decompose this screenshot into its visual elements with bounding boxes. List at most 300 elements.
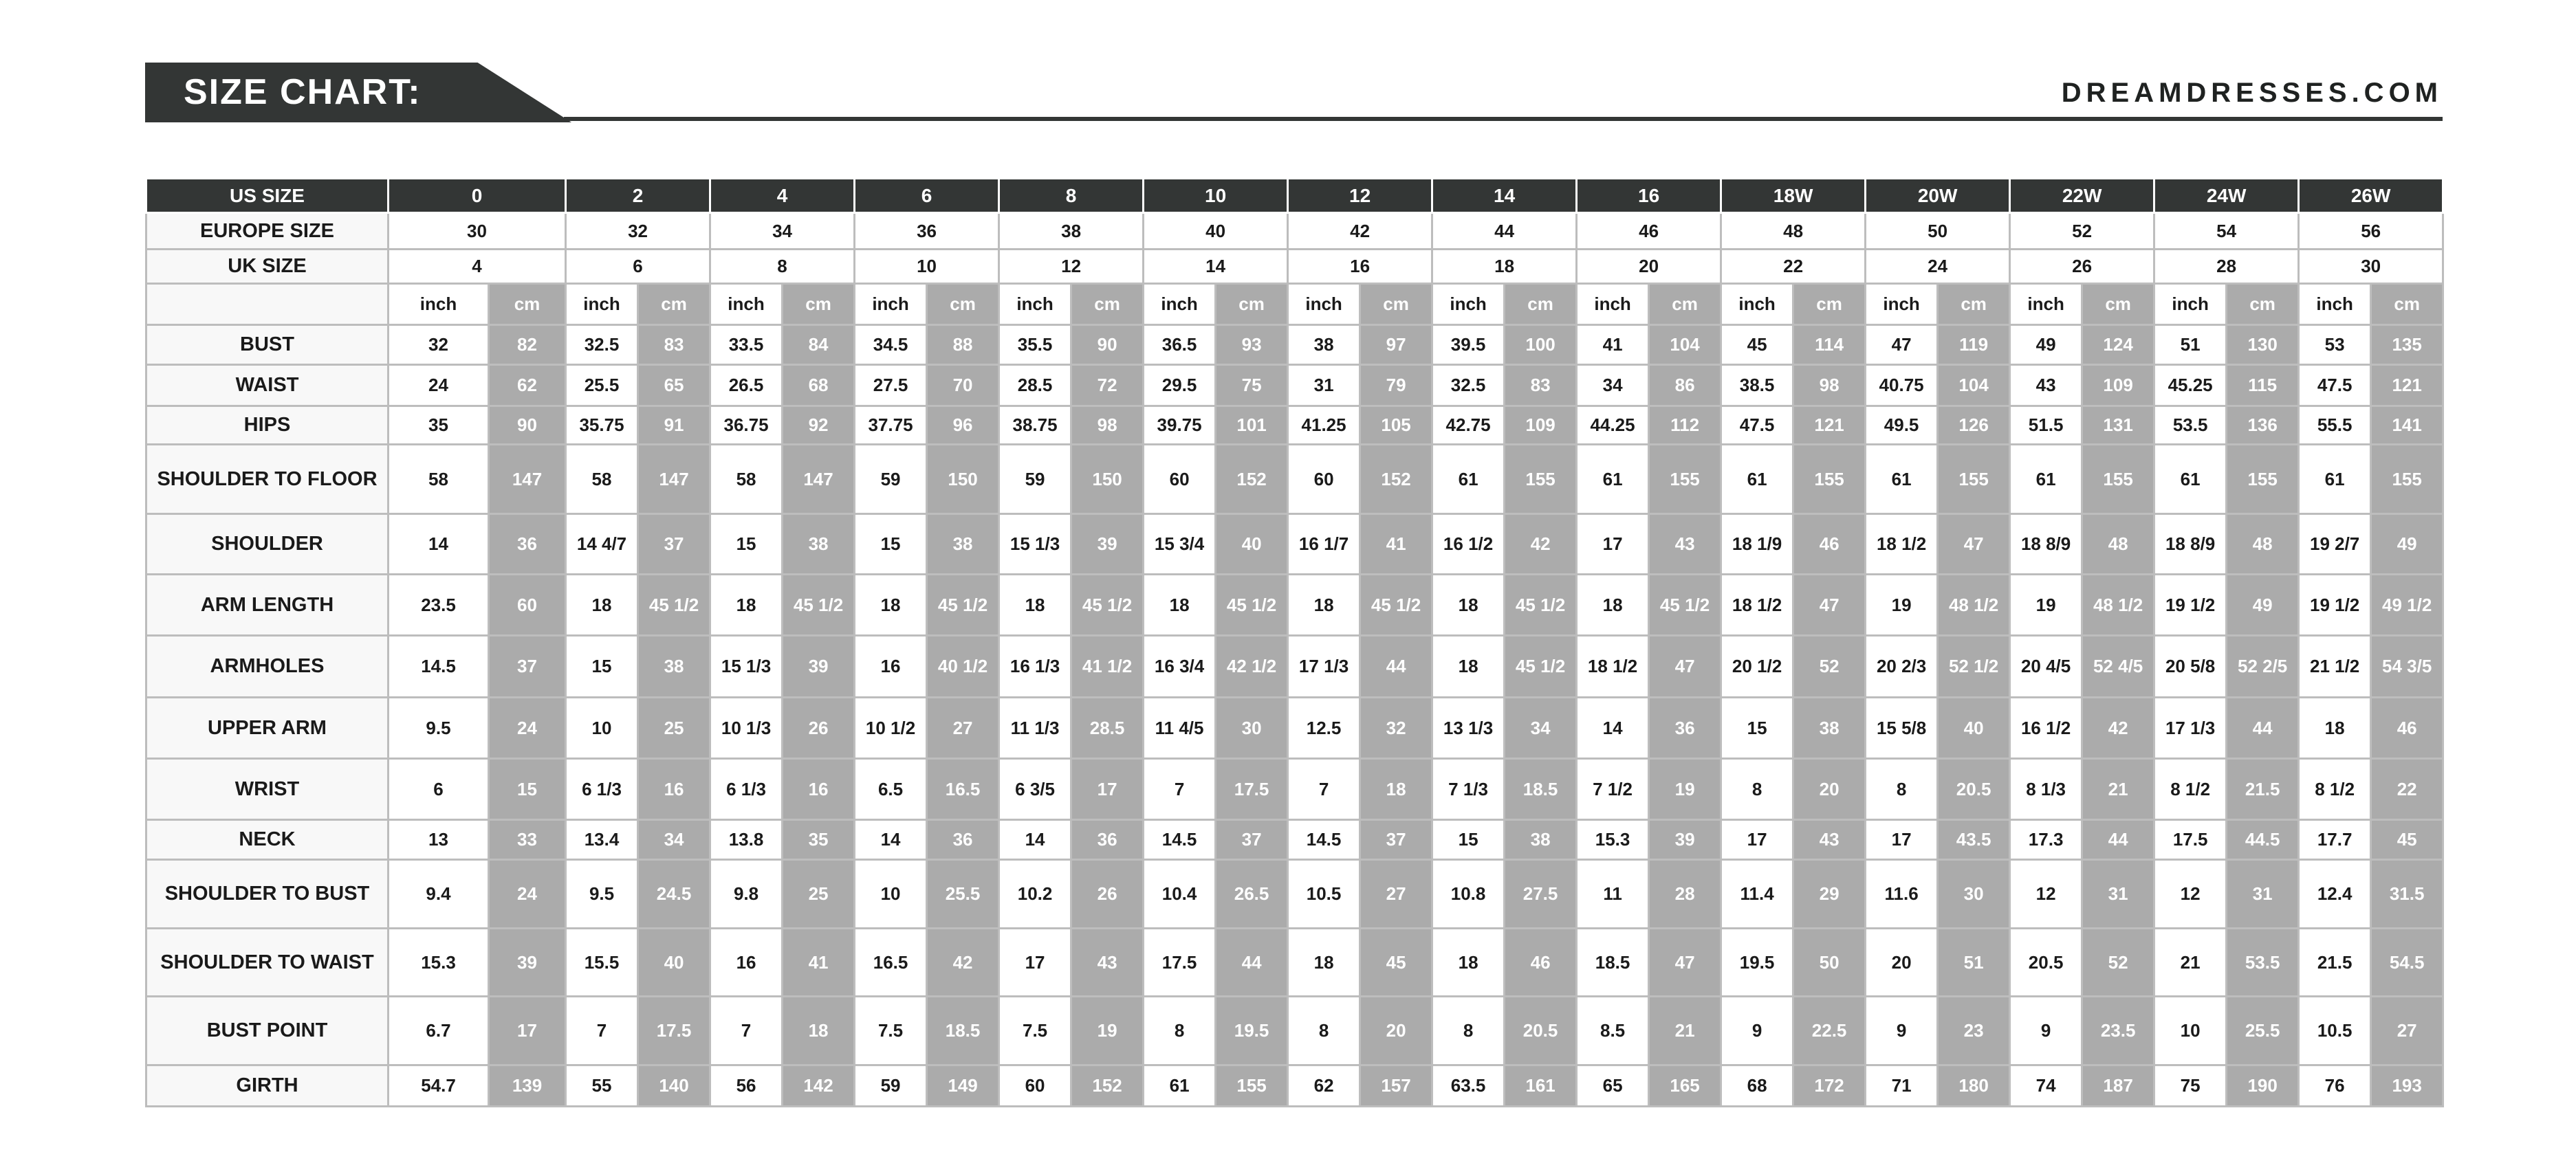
cm-value-cell: 44 (1216, 929, 1288, 997)
inch-value-cell: 27.5 (855, 365, 927, 406)
inch-value-cell: 16 (710, 929, 783, 997)
inch-value-cell: 10.5 (2299, 997, 2371, 1065)
inch-value-cell: 7.5 (855, 997, 927, 1065)
inch-value-cell: 15 (566, 636, 638, 698)
europe-size-cell: 48 (1721, 213, 1866, 250)
inch-value-cell: 61 (1866, 445, 1938, 514)
inch-value-cell: 15 1/3 (999, 514, 1071, 575)
europe-size-cell: 32 (566, 213, 710, 250)
unit-inch-cell: inch (389, 284, 489, 325)
inch-value-cell: 63.5 (1432, 1065, 1505, 1107)
inch-value-cell: 9 (1721, 997, 1793, 1065)
uk-size-cell: 20 (1577, 250, 1721, 284)
cm-value-cell: 36 (1071, 820, 1144, 860)
cm-value-cell: 126 (1938, 406, 2010, 445)
cm-value-cell: 22 (2371, 759, 2443, 820)
inch-value-cell: 20 5/8 (2154, 636, 2227, 698)
inch-value-cell: 6 1/3 (566, 759, 638, 820)
cm-value-cell: 45 1/2 (1071, 575, 1144, 636)
us-size-cell: 20W (1866, 179, 2010, 213)
cm-value-cell: 104 (1938, 365, 2010, 406)
cm-value-cell: 27 (927, 698, 999, 759)
cm-value-cell: 21 (1649, 997, 1721, 1065)
inch-value-cell: 41 (1577, 325, 1649, 365)
measurement-label: ARMHOLES (146, 636, 389, 698)
inch-value-cell: 61 (2154, 445, 2227, 514)
cm-value-cell: 45 1/2 (1505, 575, 1577, 636)
inch-value-cell: 11 (1577, 860, 1649, 929)
inch-value-cell: 11.6 (1866, 860, 1938, 929)
unit-cm-cell: cm (489, 284, 566, 325)
inch-value-cell: 47 (1866, 325, 1938, 365)
cm-value-cell: 152 (1360, 445, 1432, 514)
cm-value-cell: 140 (638, 1065, 710, 1107)
cm-value-cell: 139 (489, 1065, 566, 1107)
inch-value-cell: 44.25 (1577, 406, 1649, 445)
cm-value-cell: 19 (1649, 759, 1721, 820)
cm-value-cell: 42 (1505, 514, 1577, 575)
inch-value-cell: 9.5 (389, 698, 489, 759)
cm-value-cell: 32 (1360, 698, 1432, 759)
inch-value-cell: 38 (1288, 325, 1360, 365)
inch-value-cell: 13 1/3 (1432, 698, 1505, 759)
inch-value-cell: 18 (710, 575, 783, 636)
cm-value-cell: 27.5 (1505, 860, 1577, 929)
cm-value-cell: 40 1/2 (927, 636, 999, 698)
inch-value-cell: 10.2 (999, 860, 1071, 929)
inch-value-cell: 15 (1432, 820, 1505, 860)
cm-value-cell: 33 (489, 820, 566, 860)
unit-inch-cell: inch (2299, 284, 2371, 325)
size-chart-table (145, 177, 2444, 1107)
inch-value-cell: 10.5 (1288, 860, 1360, 929)
uk-size-cell: 10 (855, 250, 999, 284)
inch-value-cell: 68 (1721, 1065, 1793, 1107)
cm-value-cell: 44 (2227, 698, 2299, 759)
europe-size-cell: 52 (2010, 213, 2154, 250)
inch-value-cell: 62 (1288, 1065, 1360, 1107)
cm-value-cell: 46 (1505, 929, 1577, 997)
uk-size-cell: 14 (1144, 250, 1288, 284)
inch-value-cell: 9.8 (710, 860, 783, 929)
cm-value-cell: 44.5 (2227, 820, 2299, 860)
inch-value-cell: 7 (1288, 759, 1360, 820)
cm-value-cell: 46 (1793, 514, 1866, 575)
cm-value-cell: 45 1/2 (1216, 575, 1288, 636)
measurement-row-wrist (146, 759, 2443, 820)
inch-value-cell: 18 8/9 (2010, 514, 2082, 575)
measurement-label: GIRTH (146, 1065, 389, 1107)
cm-value-cell: 26 (1071, 860, 1144, 929)
inch-value-cell: 14 (1577, 698, 1649, 759)
uk-size-cell: 26 (2010, 250, 2154, 284)
cm-value-cell: 44 (2082, 820, 2154, 860)
cm-value-cell: 68 (783, 365, 855, 406)
inch-value-cell: 18 (1432, 636, 1505, 698)
cm-value-cell: 17 (489, 997, 566, 1065)
inch-value-cell: 10 (855, 860, 927, 929)
inch-value-cell: 9.4 (389, 860, 489, 929)
measurement-row-bust (146, 325, 2443, 365)
cm-value-cell: 40 (638, 929, 710, 997)
measurement-label: ARM LENGTH (146, 575, 389, 636)
cm-value-cell: 37 (638, 514, 710, 575)
uk-size-cell: 18 (1432, 250, 1577, 284)
uk-size-cell: 16 (1288, 250, 1432, 284)
unit-inch-cell: inch (1721, 284, 1793, 325)
inch-value-cell: 17 (999, 929, 1071, 997)
inch-value-cell: 18 (2299, 698, 2371, 759)
inch-value-cell: 61 (1432, 445, 1505, 514)
cm-value-cell: 45 1/2 (638, 575, 710, 636)
cm-value-cell: 24 (489, 860, 566, 929)
cm-value-cell: 98 (1071, 406, 1144, 445)
cm-value-cell: 31 (2227, 860, 2299, 929)
europe-size-cell: 36 (855, 213, 999, 250)
unit-cm-cell: cm (2371, 284, 2443, 325)
cm-value-cell: 25 (638, 698, 710, 759)
cm-value-cell: 47 (1938, 514, 2010, 575)
inch-value-cell: 7 (1144, 759, 1216, 820)
cm-value-cell: 19.5 (1216, 997, 1288, 1065)
inch-value-cell: 16 1/2 (2010, 698, 2082, 759)
cm-value-cell: 142 (783, 1065, 855, 1107)
inch-value-cell: 6.7 (389, 997, 489, 1065)
inch-value-cell: 7 (710, 997, 783, 1065)
cm-value-cell: 15 (489, 759, 566, 820)
cm-value-cell: 39 (489, 929, 566, 997)
inch-value-cell: 8 (1288, 997, 1360, 1065)
cm-value-cell: 36 (489, 514, 566, 575)
cm-value-cell: 19 (1071, 997, 1144, 1065)
inch-value-cell: 20 (1866, 929, 1938, 997)
cm-value-cell: 155 (2227, 445, 2299, 514)
inch-value-cell: 24 (389, 365, 489, 406)
unit-inch-cell: inch (1288, 284, 1360, 325)
inch-value-cell: 15 1/3 (710, 636, 783, 698)
cm-value-cell: 157 (1360, 1065, 1432, 1107)
us-size-cell: 14 (1432, 179, 1577, 213)
uk-size-cell: 22 (1721, 250, 1866, 284)
cm-value-cell: 90 (1071, 325, 1144, 365)
cm-value-cell: 152 (1071, 1065, 1144, 1107)
cm-value-cell: 16 (783, 759, 855, 820)
cm-value-cell: 93 (1216, 325, 1288, 365)
unit-inch-cell: inch (2154, 284, 2227, 325)
cm-value-cell: 114 (1793, 325, 1866, 365)
cm-value-cell: 155 (1938, 445, 2010, 514)
cm-value-cell: 112 (1649, 406, 1721, 445)
cm-value-cell: 42 1/2 (1216, 636, 1288, 698)
us-size-cell: 10 (1144, 179, 1288, 213)
us-size-cell: 6 (855, 179, 999, 213)
inch-value-cell: 8 1/2 (2154, 759, 2227, 820)
inch-value-cell: 9 (2010, 997, 2082, 1065)
cm-value-cell: 35 (783, 820, 855, 860)
inch-value-cell: 17 (1866, 820, 1938, 860)
inch-value-cell: 41.25 (1288, 406, 1360, 445)
unit-cm-cell: cm (2227, 284, 2299, 325)
measurement-row-armholes (146, 636, 2443, 698)
inch-value-cell: 12 (2010, 860, 2082, 929)
inch-value-cell: 31 (1288, 365, 1360, 406)
cm-value-cell: 36 (1649, 698, 1721, 759)
inch-value-cell: 8 1/2 (2299, 759, 2371, 820)
us-size-cell: 26W (2299, 179, 2443, 213)
inch-value-cell: 10 (566, 698, 638, 759)
inch-value-cell: 35.75 (566, 406, 638, 445)
cm-value-cell: 27 (1360, 860, 1432, 929)
inch-value-cell: 14.5 (1288, 820, 1360, 860)
cm-value-cell: 121 (1793, 406, 1866, 445)
cm-value-cell: 26 (783, 698, 855, 759)
europe-size-cell: 40 (1144, 213, 1288, 250)
unit-inch-cell: inch (1866, 284, 1938, 325)
cm-value-cell: 20 (1360, 997, 1432, 1065)
inch-value-cell: 25.5 (566, 365, 638, 406)
cm-value-cell: 155 (1216, 1065, 1288, 1107)
unit-inch-cell: inch (566, 284, 638, 325)
inch-value-cell: 45.25 (2154, 365, 2227, 406)
cm-value-cell: 36 (927, 820, 999, 860)
inch-value-cell: 61 (1577, 445, 1649, 514)
inch-value-cell: 42.75 (1432, 406, 1505, 445)
cm-value-cell: 100 (1505, 325, 1577, 365)
inch-value-cell: 60 (1144, 445, 1216, 514)
inch-value-cell: 15.3 (389, 929, 489, 997)
inch-value-cell: 8 (1721, 759, 1793, 820)
cm-value-cell: 45 (2371, 820, 2443, 860)
unit-cm-cell: cm (1505, 284, 1577, 325)
inch-value-cell: 58 (566, 445, 638, 514)
us-size-cell: 0 (389, 179, 566, 213)
inch-value-cell: 13.8 (710, 820, 783, 860)
inch-value-cell: 18 1/2 (1866, 514, 1938, 575)
cm-value-cell: 97 (1360, 325, 1432, 365)
inch-value-cell: 37.75 (855, 406, 927, 445)
cm-value-cell: 25.5 (927, 860, 999, 929)
inch-value-cell: 9 (1866, 997, 1938, 1065)
unit-inch-cell: inch (1144, 284, 1216, 325)
inch-value-cell: 23.5 (389, 575, 489, 636)
cm-value-cell: 49 (2371, 514, 2443, 575)
cm-value-cell: 44 (1360, 636, 1432, 698)
inch-value-cell: 39.75 (1144, 406, 1216, 445)
inch-value-cell: 36.75 (710, 406, 783, 445)
cm-value-cell: 45 1/2 (1649, 575, 1721, 636)
inch-value-cell: 18 (1432, 929, 1505, 997)
cm-value-cell: 22.5 (1793, 997, 1866, 1065)
inch-value-cell: 61 (2010, 445, 2082, 514)
inch-value-cell: 18 (1288, 575, 1360, 636)
cm-value-cell: 101 (1216, 406, 1288, 445)
inch-value-cell: 60 (999, 1065, 1071, 1107)
cm-value-cell: 24 (489, 698, 566, 759)
cm-value-cell: 88 (927, 325, 999, 365)
cm-value-cell: 109 (1505, 406, 1577, 445)
inch-value-cell: 7.5 (999, 997, 1071, 1065)
cm-value-cell: 54 3/5 (2371, 636, 2443, 698)
inch-value-cell: 14 (389, 514, 489, 575)
cm-value-cell: 98 (1793, 365, 1866, 406)
cm-value-cell: 48 (2227, 514, 2299, 575)
cm-value-cell: 38 (783, 514, 855, 575)
cm-value-cell: 121 (2371, 365, 2443, 406)
inch-value-cell: 51.5 (2010, 406, 2082, 445)
inch-value-cell: 18 (566, 575, 638, 636)
inch-value-cell: 20 2/3 (1866, 636, 1938, 698)
inch-value-cell: 20 4/5 (2010, 636, 2082, 698)
inch-value-cell: 28.5 (999, 365, 1071, 406)
unit-inch-cell: inch (999, 284, 1071, 325)
europe-size-label: EUROPE SIZE (146, 213, 389, 250)
cm-value-cell: 46 (2371, 698, 2443, 759)
cm-value-cell: 155 (1649, 445, 1721, 514)
cm-value-cell: 150 (927, 445, 999, 514)
inch-value-cell: 8 (1866, 759, 1938, 820)
measurement-label: WRIST (146, 759, 389, 820)
cm-value-cell: 105 (1360, 406, 1432, 445)
cm-value-cell: 155 (1793, 445, 1866, 514)
inch-value-cell: 17 1/3 (2154, 698, 2227, 759)
unit-inch-cell: inch (2010, 284, 2082, 325)
inch-value-cell: 38.5 (1721, 365, 1793, 406)
measurement-row-hips (146, 406, 2443, 445)
inch-value-cell: 18 (1432, 575, 1505, 636)
inch-value-cell: 32 (389, 325, 489, 365)
cm-value-cell: 79 (1360, 365, 1432, 406)
cm-value-cell: 23 (1938, 997, 2010, 1065)
inch-value-cell: 75 (2154, 1065, 2227, 1107)
cm-value-cell: 18.5 (1505, 759, 1577, 820)
cm-value-cell: 26.5 (1216, 860, 1288, 929)
inch-value-cell: 10 1/2 (855, 698, 927, 759)
cm-value-cell: 180 (1938, 1065, 2010, 1107)
cm-value-cell: 28 (1649, 860, 1721, 929)
inch-value-cell: 51 (2154, 325, 2227, 365)
cm-value-cell: 72 (1071, 365, 1144, 406)
inch-value-cell: 11.4 (1721, 860, 1793, 929)
measurement-row-girth (146, 1065, 2443, 1107)
inch-value-cell: 19 2/7 (2299, 514, 2371, 575)
inch-value-cell: 14 (999, 820, 1071, 860)
inch-value-cell: 11 4/5 (1144, 698, 1216, 759)
inch-value-cell: 49 (2010, 325, 2082, 365)
cm-value-cell: 43.5 (1938, 820, 2010, 860)
unit-cm-cell: cm (1360, 284, 1432, 325)
brand-name: DREAMDRESSES.COM (2061, 78, 2443, 108)
cm-value-cell: 41 (783, 929, 855, 997)
cm-value-cell: 115 (2227, 365, 2299, 406)
cm-value-cell: 147 (638, 445, 710, 514)
cm-value-cell: 21.5 (2227, 759, 2299, 820)
cm-value-cell: 190 (2227, 1065, 2299, 1107)
europe-size-cell: 54 (2154, 213, 2299, 250)
cm-value-cell: 18.5 (927, 997, 999, 1065)
inch-value-cell: 8.5 (1577, 997, 1649, 1065)
inch-value-cell: 19 1/2 (2154, 575, 2227, 636)
cm-value-cell: 48 (2082, 514, 2154, 575)
cm-value-cell: 45 (1360, 929, 1432, 997)
inch-value-cell: 61 (2299, 445, 2371, 514)
inch-value-cell: 18 1/2 (1577, 636, 1649, 698)
measurement-row-bust-point (146, 997, 2443, 1065)
inch-value-cell: 35 (389, 406, 489, 445)
cm-value-cell: 193 (2371, 1065, 2443, 1107)
inch-value-cell: 53.5 (2154, 406, 2227, 445)
inch-value-cell: 16 1/3 (999, 636, 1071, 698)
us-size-row (146, 179, 2443, 213)
cm-value-cell: 45 1/2 (927, 575, 999, 636)
europe-size-row (146, 213, 2443, 250)
cm-value-cell: 47 (1793, 575, 1866, 636)
inch-value-cell: 7 1/3 (1432, 759, 1505, 820)
inch-value-cell: 18 (1577, 575, 1649, 636)
inch-value-cell: 10 (2154, 997, 2227, 1065)
inch-value-cell: 20.5 (2010, 929, 2082, 997)
cm-value-cell: 49 1/2 (2371, 575, 2443, 636)
unit-inch-cell: inch (1577, 284, 1649, 325)
unit-cm-cell: cm (927, 284, 999, 325)
inch-value-cell: 18 1/9 (1721, 514, 1793, 575)
cm-value-cell: 51 (1938, 929, 2010, 997)
cm-value-cell: 25.5 (2227, 997, 2299, 1065)
uk-size-cell: 28 (2154, 250, 2299, 284)
inch-value-cell: 18 (999, 575, 1071, 636)
cm-value-cell: 149 (927, 1065, 999, 1107)
measurement-label: BUST (146, 325, 389, 365)
inch-value-cell: 8 1/3 (2010, 759, 2082, 820)
cm-value-cell: 39 (783, 636, 855, 698)
cm-value-cell: 49 (2227, 575, 2299, 636)
measurement-label: SHOULDER TO FLOOR (146, 445, 389, 514)
cm-value-cell: 86 (1649, 365, 1721, 406)
inch-value-cell: 16 1/7 (1288, 514, 1360, 575)
uk-size-cell: 12 (999, 250, 1144, 284)
inch-value-cell: 18 (1144, 575, 1216, 636)
inch-value-cell: 15 5/8 (1866, 698, 1938, 759)
unit-inch-cell: inch (855, 284, 927, 325)
cm-value-cell: 40 (1216, 514, 1288, 575)
inch-value-cell: 16 1/2 (1432, 514, 1505, 575)
cm-value-cell: 27 (2371, 997, 2443, 1065)
cm-value-cell: 136 (2227, 406, 2299, 445)
cm-value-cell: 42 (2082, 698, 2154, 759)
inch-value-cell: 53 (2299, 325, 2371, 365)
cm-value-cell: 39 (1071, 514, 1144, 575)
unit-label-blank (146, 284, 389, 325)
inch-value-cell: 7 1/2 (1577, 759, 1649, 820)
measurement-label: SHOULDER TO WAIST (146, 929, 389, 997)
cm-value-cell: 17 (1071, 759, 1144, 820)
cm-value-cell: 20.5 (1938, 759, 2010, 820)
inch-value-cell: 21.5 (2299, 929, 2371, 997)
inch-value-cell: 15 (710, 514, 783, 575)
inch-value-cell: 14.5 (389, 636, 489, 698)
inch-value-cell: 10 1/3 (710, 698, 783, 759)
cm-value-cell: 45 1/2 (1360, 575, 1432, 636)
cm-value-cell: 83 (638, 325, 710, 365)
inch-value-cell: 13 (389, 820, 489, 860)
inch-value-cell: 49.5 (1866, 406, 1938, 445)
inch-value-cell: 12.5 (1288, 698, 1360, 759)
cm-value-cell: 38 (1505, 820, 1577, 860)
inch-value-cell: 54.7 (389, 1065, 489, 1107)
inch-value-cell: 59 (999, 445, 1071, 514)
cm-value-cell: 70 (927, 365, 999, 406)
inch-value-cell: 56 (710, 1065, 783, 1107)
inch-value-cell: 18.5 (1577, 929, 1649, 997)
